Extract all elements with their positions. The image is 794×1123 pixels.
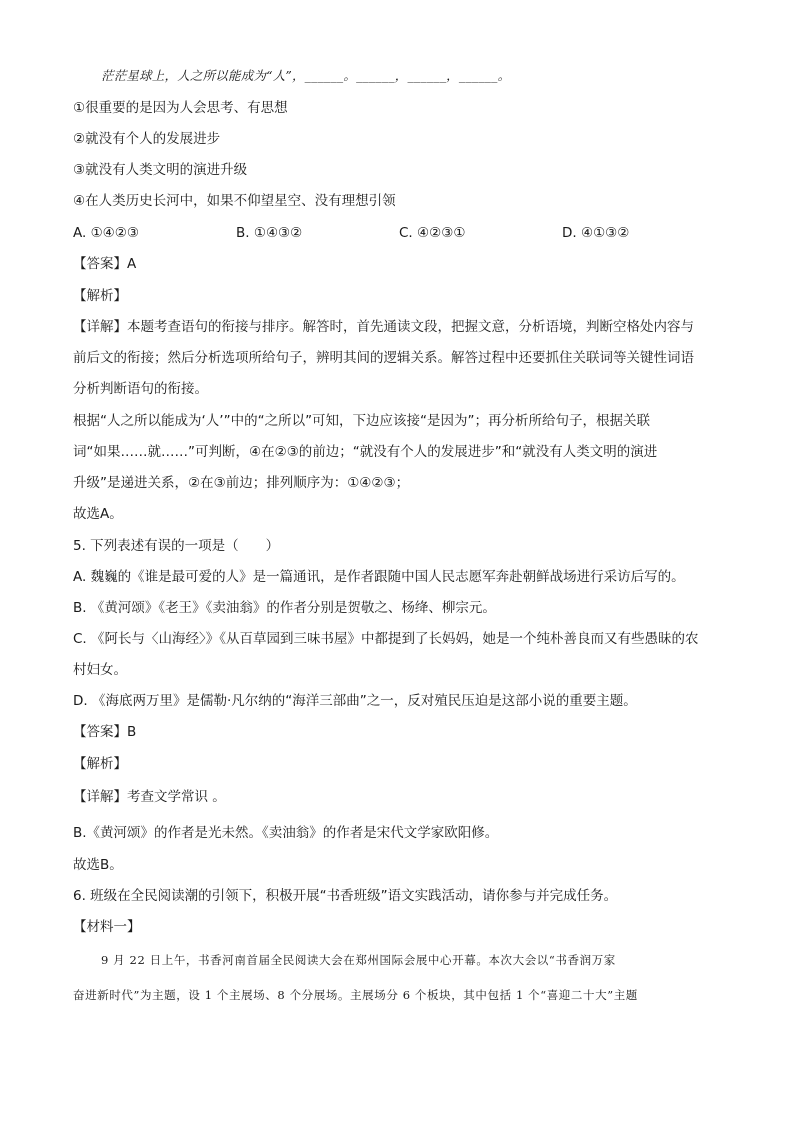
q4-option-b: B. ①④③② [236, 225, 303, 241]
q5-option-a: A. 魏巍的《谁是最可爱的人》是一篇通讯，是作者跟随中国人民志愿军奔赴朝鲜战场进行采访后写的。 [73, 569, 685, 585]
q6-material-line-2: 奋进新时代”为主题，设 1 个主展场、8 个分展场。主展场分 6 个板块，其中包括 1 个“喜迎二十大”主题 [73, 988, 638, 1002]
q4-options [73, 223, 725, 243]
q4-option-d: D. ④①③② [562, 225, 630, 241]
q5-detail: 【详解】考查文学常识 。 [73, 789, 226, 805]
q5-answer: 【答案】B [73, 724, 137, 740]
q4-item-1: ①很重要的是因为人会思考、有思想 [73, 100, 288, 116]
q4-option-c: C. ④②③① [399, 225, 466, 241]
q4-conclusion: 故选A。 [73, 506, 123, 522]
q5-option-d: D. 《海底两万里》是儒勒·凡尔纳的“海洋三部曲”之一，反对殖民压迫是这部小说的重要主题。 [73, 693, 637, 709]
q5-option-c: C. 《阿长与〈山海经〉》《从百草园到三味书屋》中都提到了长妈妈，她是一个纯朴善良而又有些愚昧的农 [73, 631, 699, 647]
q6-material-label: 【材料一】 [73, 919, 141, 935]
q4-option-a: A. ①④②③ [73, 225, 139, 241]
q5-conclusion: 故选B。 [73, 857, 123, 873]
q5-option-b: B. 《黄河颂》《老王》《卖油翁》的作者分别是贺敬之、杨绛、柳宗元。 [73, 600, 496, 616]
q4-detail-line-6: 升级”是递进关系，②在③前边；排列顺序为：①④②③； [73, 475, 410, 491]
q6-stem: 6. 班级在全民阅读潮的引领下，积极开展“书香班级”语文实践活动，请你参与并完成任务。 [73, 888, 618, 904]
q4-detail-line-3: 分析判断语句的衔接。 [73, 381, 208, 397]
q5-option-c-cont: 村妇女。 [73, 662, 127, 678]
q4-item-4: ④在人类历史长河中，如果不仰望星空、没有理想引领 [73, 193, 396, 209]
q5-stem: 5. 下列表述有误的一项是（ ） [73, 538, 280, 554]
q4-answer: 【答案】A [73, 256, 137, 272]
q4-detail-line-4: 根据“人之所以能成为‘人’”中的“之所以”可知，下边应该接“是因为”；再分析所给句子，根据关联 [73, 413, 651, 429]
q4-detail-line-5: 词“如果……就……”可判断，④在②③的前边；“就没有个人的发展进步”和“就没有人类文明的演进 [73, 444, 658, 460]
q4-analysis-label: 【解析】 [73, 288, 127, 304]
q4-item-2: ②就没有个人的发展进步 [73, 131, 221, 147]
q4-item-3: ③就没有人类文明的演进升级 [73, 162, 248, 178]
q4-stem: 茫茫星球上，人之所以能成为“人”，______。______，______，______。 [101, 68, 511, 83]
q5-explain: B.《黄河颂》的作者是光未然。《卖油翁》的作者是宋代文学家欧阳修。 [73, 825, 499, 841]
q4-detail-line-1: 【详解】本题考查语句的衔接与排序。解答时，首先通读文段，把握文意，分析语境，判断空格处内容与 [73, 319, 694, 335]
q6-material-line-1: 9 月 22 日上午，书香河南首届全民阅读大会在郑州国际会展中心开幕。本次大会以“书香润万家 [101, 953, 616, 967]
q4-detail-line-2: 前后文的衔接；然后分析选项所给句子，辨明其间的逻辑关系。解答过程中还要抓住关联词等关键性词语 [73, 350, 694, 366]
q5-analysis-label: 【解析】 [73, 756, 127, 772]
